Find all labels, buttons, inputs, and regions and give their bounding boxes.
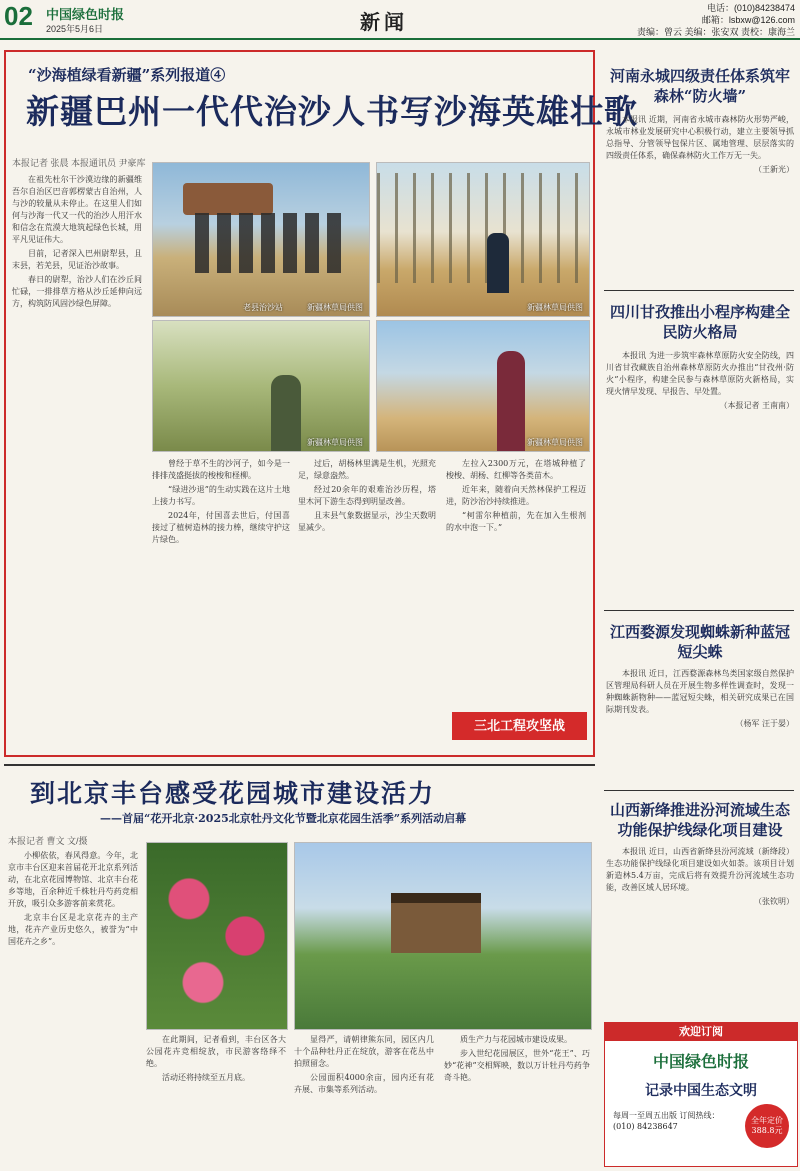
photo-man-in-shrubs <box>152 320 370 452</box>
photo-woman-in-field <box>376 320 590 452</box>
paragraph: 目前，记者深入巴州尉犁县，且末县，若羌县，见证治沙故事。 <box>12 249 142 270</box>
newspaper-logo: 中国绿色时报 <box>46 8 125 23</box>
divider <box>604 790 794 791</box>
paragraph: 本报讯 近期，河南省永城市森林防火形势严峻，永城市林业发展研究中心积极行动，建立主要领导抓总指导、分管领导包保片区、属地管理、层层落实的四级责任体系，确保森林防火工作万无一失。 <box>606 115 794 160</box>
people-silhouettes <box>195 213 345 273</box>
person-figure <box>271 375 301 451</box>
promo-newspaper-logo: 中国绿色时报 <box>652 1052 749 1071</box>
promo-slogan: 记录中国生态文明 <box>645 1083 757 1099</box>
bottom-column-1 <box>8 850 138 1165</box>
bottom-column-4 <box>444 1034 590 1166</box>
bottom-subhead: ——首届“花开北京·2025北京牡丹文化节暨北京花园生活季”系列活动启幕 <box>100 812 467 825</box>
paragraph: 本报讯 近日，江西婺源森林鸟类国家级自然保护区管理局科研人员在开展生物多样性调查时，发现一种蜘蛛新物种——蓝冠短尖蛛，相关研究成果已在国际期刊发表。 <box>606 669 794 714</box>
photo-group-at-stone <box>152 162 370 317</box>
author-sign: （杨军 汪于晏） <box>735 719 794 728</box>
paragraph: 经过20余年的艰难治沙历程，塔里木河下游生态得到明显改善。 <box>298 485 436 506</box>
main-column-3 <box>298 458 436 748</box>
divider <box>4 764 595 766</box>
photo-peony-flowers <box>146 842 288 1030</box>
paragraph: 小柳依依，春风得意。今年，北京市丰台区迎来首届花开北京系列活动，在北京花园博物馆、北京丰台花乡等地，百余种近千株牡丹芍药竞相开放，吸引众多游客前来赏花。 <box>8 851 138 908</box>
photo-caption: 新疆林草局供图 <box>307 303 363 312</box>
author-sign: （张钦明） <box>754 897 794 906</box>
sidebar-headline-3: 江西婺源发现蜘蛛新种蓝冠短尖蛛 <box>609 623 790 661</box>
sidebar-article-2 <box>606 350 794 600</box>
stone-monument <box>183 183 273 215</box>
paragraph: 公园面积4000余亩，园内还有花卉展、市集等系列活动。 <box>294 1073 434 1094</box>
main-column-1 <box>12 174 142 704</box>
paragraph: 质生产力与花园城市建设成果。 <box>460 1035 572 1044</box>
paragraph: 本报讯 近日，山西省新绛县汾河流域（新绛段）生态功能保护线绿化项目建设如火如荼。该项目计划新造林5.4万亩，完成后将有效提升汾河流域生态功能，改善区域人居环境。 <box>606 847 794 892</box>
issue-date: 2025年5月6日 <box>46 24 104 34</box>
bottom-column-2 <box>146 1034 286 1166</box>
paragraph: “绿进沙退”的生动实践在这片土地上接力书写。 <box>152 485 290 506</box>
editors: 责编：曾云 美编：张安双 责校：康海兰 <box>636 27 795 37</box>
divider <box>604 290 794 291</box>
main-byline: 本报记者 张晨 本报通讯员 尹豪库 <box>12 158 146 168</box>
promo-header: 欢迎订阅 <box>605 1023 797 1041</box>
page-number: 02 <box>4 1 33 31</box>
paragraph: 在此期间，记者看到，丰台区各大公园花卉竞相绽放，市民游客络绎不绝。 <box>146 1035 286 1068</box>
author-sign: （王新光） <box>754 165 794 174</box>
author-sign: （本报记者 王南南） <box>719 401 794 410</box>
email: 邮箱：lsbxw@126.com <box>701 15 795 25</box>
promo-info: 每周一至周五出版 订阅热线：(010) 84238647 <box>613 1111 720 1131</box>
tree-trunks <box>377 173 589 283</box>
paragraph: 过后，胡杨林里满是生机，光照充足，绿意盎然。 <box>298 459 436 480</box>
paragraph: 活动还将持续至五月底。 <box>162 1073 250 1082</box>
pavilion <box>391 893 481 953</box>
series-title: “沙海植绿看新疆”系列报道④ <box>28 66 226 84</box>
contact-info <box>590 2 795 38</box>
main-headline: 新疆巴州一代代治沙人书写沙海英雄壮歌 <box>26 92 638 131</box>
bottom-byline: 本报记者 曹文 文/摄 <box>8 836 88 846</box>
paragraph: 显得严，请朝律熊东同，园区内几十个品种牡丹正在绽放，游客在花丛中拍照留念。 <box>294 1035 434 1068</box>
main-column-2 <box>152 458 290 704</box>
paragraph: 2024年，付国喜去世后，付国喜接过了植树造林的接力棒，继续守护这片绿色。 <box>152 511 290 544</box>
divider <box>604 610 794 611</box>
paragraph: 近年来，随着向天然林保护工程迈进，防沙治沙持续推进。 <box>446 485 586 506</box>
campaign-tag: 三北工程攻坚战 <box>452 712 587 740</box>
photo-garden-pavilion <box>294 842 592 1030</box>
subscription-promo <box>604 1022 798 1167</box>
paragraph: 且末县气象数据显示，沙尘天数明显减少。 <box>298 511 436 532</box>
paragraph: 在祖先杜尔干沙漠边缘的新疆维吾尔自治区巴音郭楞蒙古自治州，人与沙的较量从未停止。在这里人们如何与沙海一代又一代的治沙人用汗水和信念在荒漠大地筑起绿色长城，用平凡见证伟大。 <box>12 175 142 244</box>
paragraph: 本报讯 为进一步筑牢森林草原防火安全防线，四川省甘孜藏族自治州森林草原防火办推出“甘孜州·防火”小程序，构建全民参与森林草原防火新格局，实现火情早发现、早报告、早处置。 <box>606 351 794 396</box>
sidebar-headline-2: 四川甘孜推出小程序构建全民防火格局 <box>609 303 790 341</box>
photo-caption: 新疆林草局供图 <box>307 438 363 447</box>
sidebar-headline-1: 河南永城四级责任体系筑牢森林“防火墙” <box>609 67 790 105</box>
bottom-headline: 到北京丰台感受花园城市建设活力 <box>30 779 436 808</box>
price-badge: 全年定价 388.8元 <box>745 1104 789 1148</box>
person-figure <box>497 351 525 451</box>
bottom-column-3 <box>294 1034 434 1166</box>
main-column-4 <box>446 458 586 706</box>
photo-caption: 新疆林草局供图 <box>527 303 583 312</box>
paragraph: 曾经于草不生的沙河子，如今是一排排茂盛挺拔的梭梭和柽柳。 <box>152 459 290 480</box>
sidebar-article-3 <box>606 668 794 778</box>
person-figure <box>487 233 509 293</box>
section-title: 新闻 <box>360 10 408 34</box>
sidebar-article-1 <box>606 114 794 284</box>
paragraph: 左拉入2300万元，在塔城种植了梭梭、胡杨、红柳等各类苗木。 <box>446 459 586 480</box>
paragraph: “柯雷尔种植前，先在加入生根剂的水中泡一下。” <box>446 511 586 532</box>
paragraph: 步入世纪花园展区，世外“花王”、巧妙“花神”交相辉映，数以万计牡丹芍药争奇斗艳。 <box>444 1049 590 1082</box>
phone: 电话：(010)84238474 <box>706 3 795 13</box>
paragraph: 北京丰台区是北京花卉的主产地，花卉产业历史悠久，被誉为“中国花卉之乡”。 <box>8 913 138 946</box>
photo-poplar-grove <box>376 162 590 317</box>
sidebar-headline-4: 山西新绛推进汾河流域生态功能保护线绿化项目建设 <box>609 801 790 839</box>
photo-sign: 老县治沙站 <box>243 303 283 312</box>
paragraph: 春日的尉犁，治沙人们在沙丘间忙碌，一排排草方格从沙丘延伸向远方，构筑防风固沙绿色屏障。 <box>12 275 142 308</box>
sidebar-article-4 <box>606 846 794 1014</box>
photo-caption: 新疆林草局供图 <box>527 438 583 447</box>
